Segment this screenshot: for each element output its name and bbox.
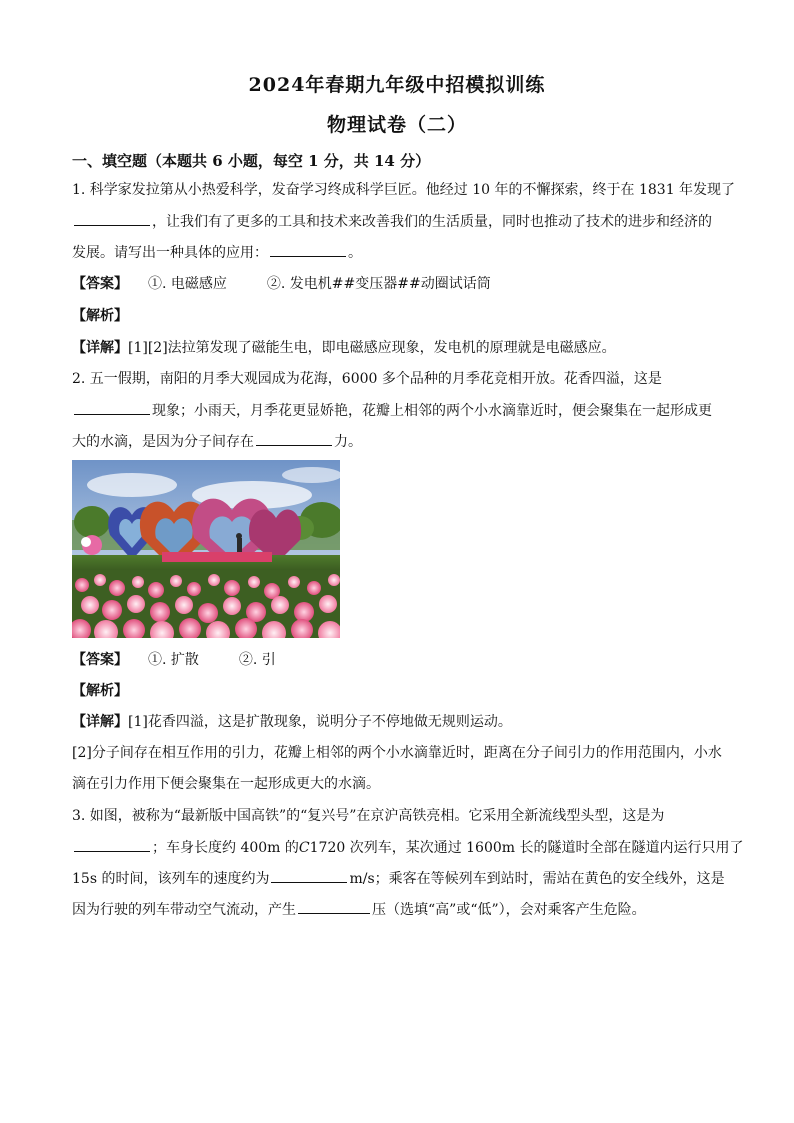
q1-line-3-end: 。 (348, 245, 362, 261)
q1-line-3-text: 发展。请写出一种具体的应用： (72, 245, 268, 261)
q3-line-3-rest: m/s；乘客在等候列车到站时，需站在黄色的安全线外，这是 (349, 871, 725, 887)
q1-blank-2[interactable] (270, 242, 346, 257)
q2-answer-1: ①. 扩散 (148, 652, 199, 668)
q1-detail-text: [1][2]法拉第发现了磁能生电，即电磁感应现象，发电机的原理就是电磁感应。 (128, 340, 616, 356)
q3-blank-2[interactable] (271, 868, 347, 883)
answer-tag: 【答案】 (72, 276, 128, 292)
q2-line-1: 2. 五一假期，南阳的月季大观园成为花海，6000 多个品种的月季花竞相开放。花香四溢，这是 (72, 371, 662, 387)
q3-blank-3[interactable] (298, 899, 370, 914)
q2-blank-1[interactable] (74, 400, 150, 415)
q1-answer (72, 274, 732, 294)
q1-line-1: 1. 科学家发拉第从小热爱科学，发奋学习终成科学巨匠。他经过 10 年的不懈探索，终于在 1831 年发现了 (72, 182, 736, 198)
detail-tag: 【详解】 (72, 340, 128, 356)
q1-line-2-text: ，让我们有了更多的工具和技术来改善我们的生活质量，同时也推动了技术的进步和经济的 (152, 214, 712, 230)
q1-answer-1: ①. 电磁感应 (148, 276, 227, 292)
q1-detail (72, 338, 732, 358)
page-subtitle: 物理试卷（二） (326, 114, 467, 136)
q3-blank-1[interactable] (74, 837, 150, 852)
q3-line-3 (72, 868, 732, 889)
q3-line-3-text: 15s 的时间，该列车的速度约为 (72, 871, 270, 887)
q1-analysis-tag: 【解析】 (72, 308, 128, 324)
q2-analysis-tag: 【解析】 (72, 683, 128, 699)
q2-detail-text: [1]花香四溢，这是扩散现象，说明分子不停地做无规则运动。 (128, 714, 512, 730)
q3-line-2-rest: 1720 次列车，某次通过 1600m 长的隧道时全部在隧道内运行只用了 (309, 840, 744, 856)
q1-blank-1[interactable] (74, 211, 150, 226)
q3-train-letter: C (298, 840, 310, 856)
q2-detail (72, 712, 732, 732)
q2-line-3 (72, 431, 732, 452)
q2-detail-line-2: [2]分子间存在相互作用的引力，花瓣上相邻的两个小水滴靠近时，距离在分子间引力的作用范围内，小水 (72, 745, 722, 761)
q1-line-3 (72, 242, 732, 263)
q3-line-4 (72, 899, 732, 920)
detail-tag: 【详解】 (72, 714, 128, 730)
flower-garden-photo (72, 460, 340, 638)
q3-line-2-text: ；车身长度约 400m 的 (152, 840, 299, 856)
q1-line-2 (72, 211, 732, 232)
q3-line-4-text: 因为行驶的列车带动空气流动，产生 (72, 902, 296, 918)
q2-detail-line-3: 滴在引力作用下便会聚集在一起形成更大的水滴。 (72, 776, 380, 792)
q3-line-2 (72, 837, 744, 858)
q2-line-2-text: 现象；小雨天，月季花更显娇艳，花瓣上相邻的两个小水滴靠近时，便会聚集在一起形成更 (152, 403, 712, 419)
q2-answer-2: ②. 引 (238, 652, 276, 668)
q2-line-3-end: 力。 (334, 434, 362, 450)
q2-line-2 (72, 400, 732, 421)
q2-line-3-text: 大的水滴，是因为分子间存在 (72, 434, 254, 450)
page-title: 2024年春期九年级中招模拟训练 (248, 74, 546, 96)
q3-line-4-rest: 压（选填“高”或“低”），会对乘客产生危险。 (372, 902, 646, 918)
q2-answer (72, 650, 732, 670)
section-heading: 一、填空题（本题共 6 小题，每空 1 分，共 14 分） (72, 152, 431, 170)
q2-blank-2[interactable] (256, 431, 332, 446)
answer-tag: 【答案】 (72, 652, 128, 668)
q1-answer-2: ②. 发电机##变压器##动圈试话筒 (266, 276, 491, 292)
q3-line-1: 3. 如图，被称为“最新版中国高铁”的“复兴号”在京沪高铁亮相。它采用全新流线型头型，这是为 (72, 808, 665, 824)
